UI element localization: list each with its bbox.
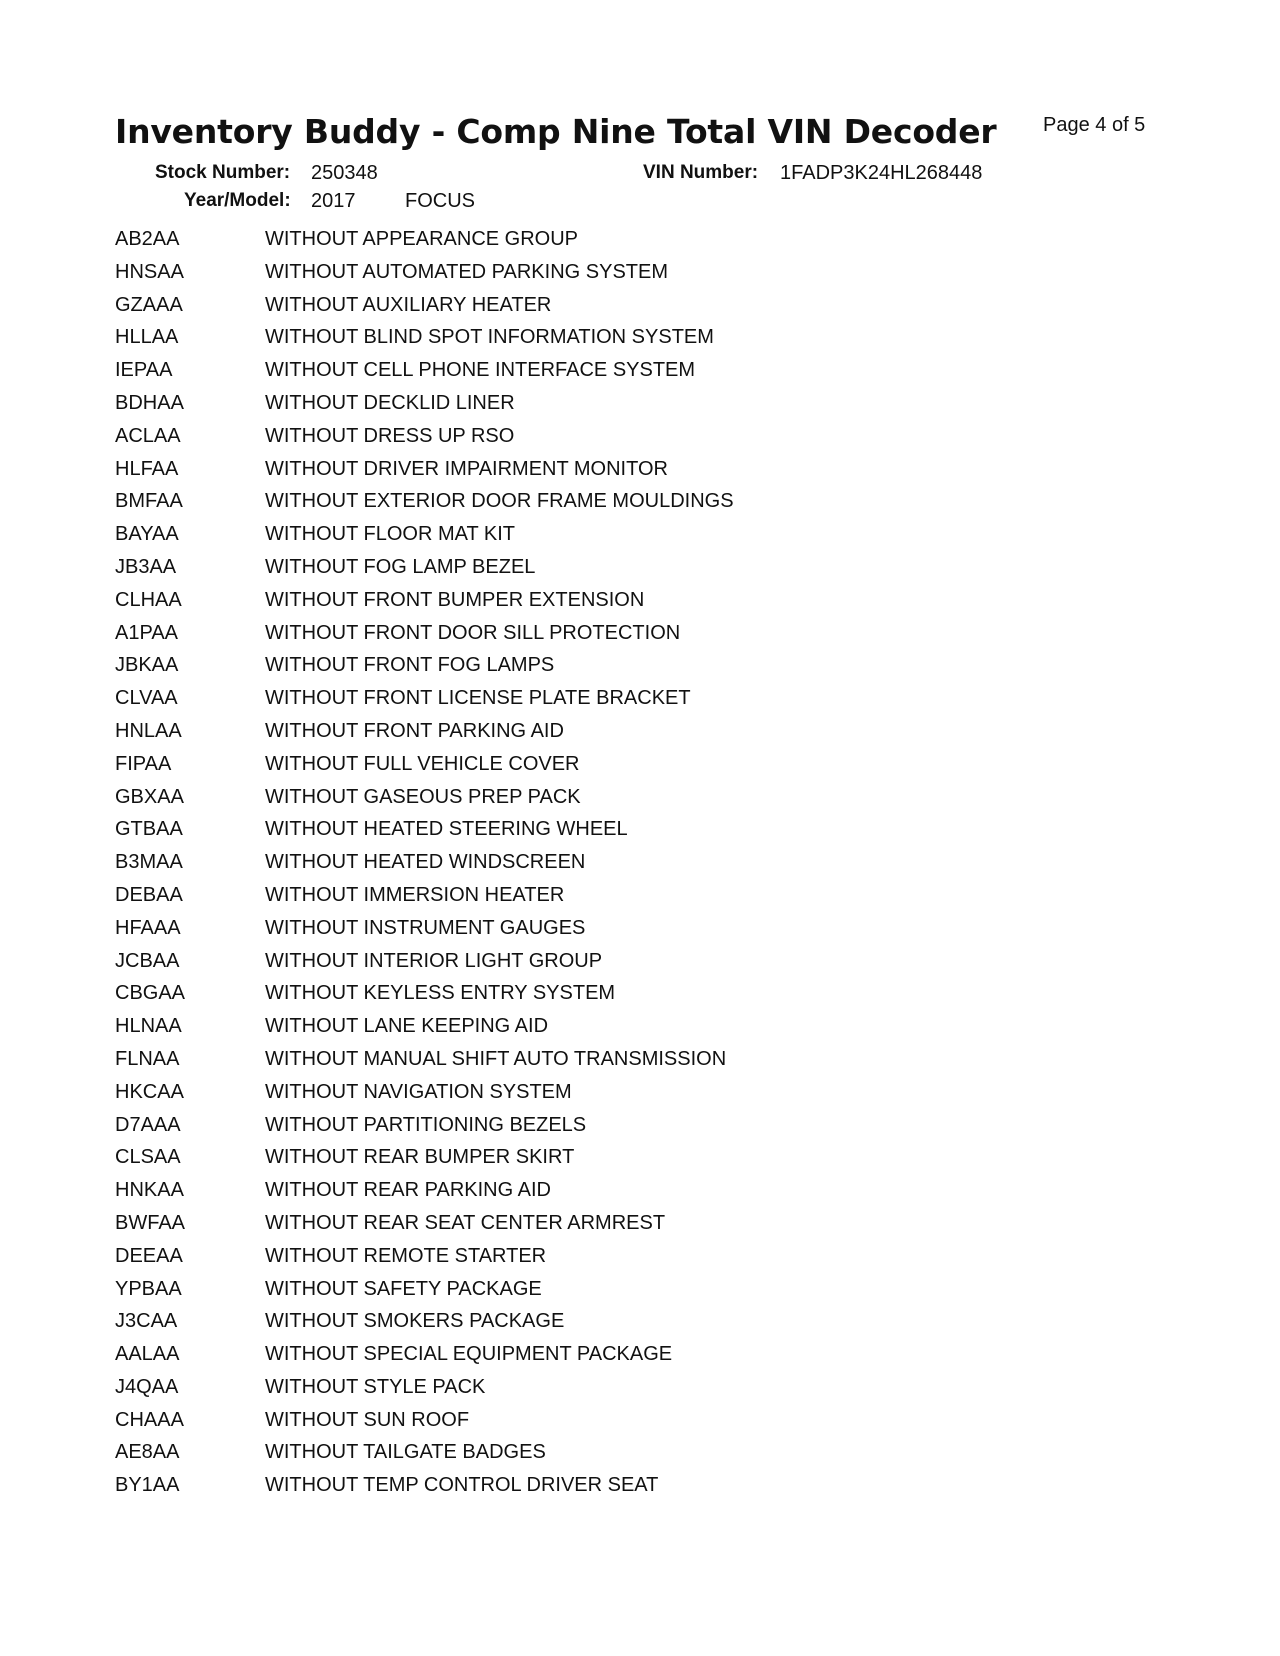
option-code: D7AAA: [115, 1113, 181, 1136]
option-code: IEPAA: [115, 359, 173, 382]
option-code: CBGAA: [115, 982, 186, 1005]
page-number: Page 4 of 5: [1043, 114, 1146, 136]
option-description: WITHOUT MANUAL SHIFT AUTO TRANSMISSION: [265, 1047, 727, 1070]
option-description: WITHOUT FRONT LICENSE PLATE BRACKET: [265, 687, 691, 710]
option-code: HNSAA: [115, 260, 184, 283]
option-code: HFAAA: [115, 916, 181, 939]
option-description: WITHOUT FRONT DOOR SILL PROTECTION: [265, 621, 681, 644]
option-code: FIPAA: [115, 752, 172, 775]
option-description: WITHOUT KEYLESS ENTRY SYSTEM: [265, 982, 616, 1005]
vin-number-value: 1FADP3K24HL268448: [780, 162, 983, 184]
option-description: WITHOUT GASEOUS PREP PACK: [265, 785, 581, 808]
option-description: WITHOUT TEMP CONTROL DRIVER SEAT: [265, 1474, 659, 1497]
year-value: 2017: [311, 190, 356, 212]
option-description: WITHOUT BLIND SPOT INFORMATION SYSTEM: [265, 326, 714, 349]
option-description: WITHOUT REAR SEAT CENTER ARMREST: [265, 1211, 666, 1234]
option-code: AB2AA: [115, 228, 180, 250]
option-code: HKCAA: [115, 1080, 184, 1103]
stock-number-value: 250348: [311, 162, 378, 184]
option-description: WITHOUT APPEARANCE GROUP: [265, 228, 579, 250]
option-description: WITHOUT STYLE PACK: [265, 1375, 486, 1398]
document-title: Inventory Buddy - Comp Nine Total VIN Decoder: [115, 112, 997, 151]
option-code: CLVAA: [115, 687, 178, 710]
option-description: WITHOUT IMMERSION HEATER: [265, 883, 565, 906]
option-code: GTBAA: [115, 818, 183, 841]
option-description: WITHOUT REAR BUMPER SKIRT: [265, 1146, 575, 1169]
option-description: WITHOUT PARTITIONING BEZELS: [265, 1113, 587, 1136]
option-code: JB3AA: [115, 555, 177, 578]
vin-number-label: VIN Number:: [643, 162, 759, 183]
option-code: HNKAA: [115, 1179, 184, 1202]
option-code: CLHAA: [115, 588, 182, 611]
option-description: WITHOUT SPECIAL EQUIPMENT PACKAGE: [265, 1343, 673, 1366]
option-code: BMFAA: [115, 490, 183, 513]
option-code: JBKAA: [115, 654, 179, 677]
option-code: AE8AA: [115, 1441, 180, 1464]
option-description: WITHOUT SAFETY PACKAGE: [265, 1277, 542, 1300]
option-code: DEBAA: [115, 883, 183, 906]
option-code: HLNAA: [115, 1015, 182, 1038]
option-description: WITHOUT FOG LAMP BEZEL: [265, 555, 536, 578]
option-code: CHAAA: [115, 1408, 184, 1431]
option-description: WITHOUT NAVIGATION SYSTEM: [265, 1080, 572, 1103]
option-code: GZAAA: [115, 293, 183, 316]
option-description: WITHOUT FLOOR MAT KIT: [265, 523, 515, 546]
option-code: YPBAA: [115, 1277, 182, 1300]
option-description: WITHOUT SUN ROOF: [265, 1408, 470, 1431]
option-description: WITHOUT HEATED WINDSCREEN: [265, 851, 586, 874]
option-description: WITHOUT REMOTE STARTER: [265, 1244, 547, 1267]
option-description: WITHOUT DRIVER IMPAIRMENT MONITOR: [265, 457, 668, 480]
option-code: CLSAA: [115, 1146, 181, 1169]
option-description: WITHOUT HEATED STEERING WHEEL: [265, 818, 628, 841]
option-description: WITHOUT FRONT FOG LAMPS: [265, 654, 555, 677]
option-description: WITHOUT TAILGATE BADGES: [265, 1441, 546, 1464]
option-description: WITHOUT SMOKERS PACKAGE: [265, 1310, 565, 1333]
option-code: A1PAA: [115, 621, 178, 644]
option-description: WITHOUT LANE KEEPING AID: [265, 1015, 549, 1038]
option-description: WITHOUT FRONT BUMPER EXTENSION: [265, 588, 645, 611]
option-description: WITHOUT AUTOMATED PARKING SYSTEM: [265, 260, 668, 283]
year-model-label: Year/Model:: [184, 190, 291, 211]
option-code: BY1AA: [115, 1474, 180, 1497]
option-description: WITHOUT DECKLID LINER: [265, 391, 515, 414]
option-code: AALAA: [115, 1343, 180, 1366]
option-description: WITHOUT DRESS UP RSO: [265, 424, 515, 447]
option-description: WITHOUT INSTRUMENT GAUGES: [265, 916, 586, 939]
option-description: WITHOUT CELL PHONE INTERFACE SYSTEM: [265, 359, 696, 382]
option-code: HLFAA: [115, 457, 179, 480]
option-code: GBXAA: [115, 785, 184, 808]
option-description: WITHOUT AUXILIARY HEATER: [265, 293, 552, 316]
option-code: JCBAA: [115, 949, 180, 972]
stock-number-label: Stock Number:: [155, 162, 291, 183]
option-code: BDHAA: [115, 391, 184, 414]
option-code: BWFAA: [115, 1211, 186, 1234]
option-description: WITHOUT REAR PARKING AID: [265, 1179, 551, 1202]
option-description: WITHOUT FRONT PARKING AID: [265, 719, 564, 742]
option-code: DEEAA: [115, 1244, 183, 1267]
option-code: FLNAA: [115, 1047, 180, 1070]
option-description: WITHOUT FULL VEHICLE COVER: [265, 752, 580, 775]
option-code: HLLAA: [115, 326, 179, 349]
option-description: WITHOUT INTERIOR LIGHT GROUP: [265, 949, 603, 972]
option-code: J4QAA: [115, 1375, 179, 1398]
option-description: WITHOUT EXTERIOR DOOR FRAME MOULDINGS: [265, 490, 734, 513]
model-value: FOCUS: [405, 190, 475, 212]
option-code: HNLAA: [115, 719, 182, 742]
option-code: J3CAA: [115, 1310, 178, 1333]
option-code: BAYAA: [115, 523, 179, 546]
option-code: B3MAA: [115, 851, 183, 874]
option-code: ACLAA: [115, 424, 181, 447]
